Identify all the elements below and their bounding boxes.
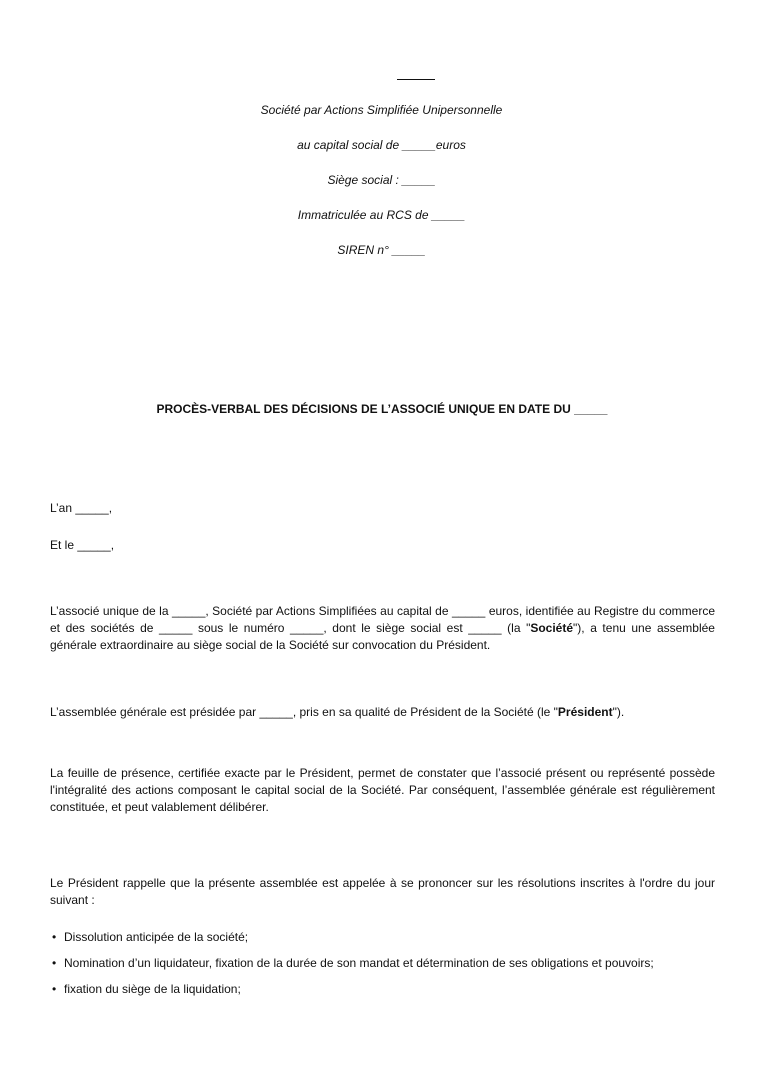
agenda-item: • Nomination d’un liquidateur, fixation de la durée de son mandat et détermination de ses obligations et pouvoirs; [50, 955, 715, 972]
share-capital-line: au capital social de _____euros [297, 138, 466, 152]
paragraph-agenda-intro: Le Président rappelle que la présente assemblée est appelée à se prononcer sur les résolutions inscrites à l'ordre du jour suivant : [50, 876, 715, 907]
paragraph-attendance: La feuille de présence, certifiée exacte par le Président, permet de constater que l’associé présent ou représenté possède l'intégralité des actions composant le capital social de la Société. Par conséquent, l’assemblée générale est régulièrement constituée, et peut valablement délibérer. [50, 766, 715, 814]
paragraph-text: "), a tenu une assemblée générale extraordinaire au siège social de la Société sur convocation du Président. [50, 621, 715, 652]
agenda-list [50, 929, 715, 1007]
company-form-line: Société par Actions Simplifiée Unipersonnelle [260, 103, 503, 117]
date-line: Et le _____, [50, 538, 115, 552]
paragraph-text: L’associé unique de la _____, Société par Actions Simplifiées au capital de _____ euros, identifiée au Registre du commerce et des sociétés de _____ sous le numéro _____, dont le siège social est _____ (la " [50, 604, 715, 635]
paragraph-text: L’assemblée générale est présidée par _____, pris en sa qualité de Président de la Société (le " [50, 705, 558, 719]
document-title: PROCÈS-VERBAL DES DÉCISIONS DE L’ASSOCIÉ UNIQUE EN DATE DU _____ [156, 402, 608, 416]
siren-line: SIREN n° _____ [337, 243, 426, 257]
year-line: L’an _____, [50, 501, 113, 515]
rcs-registration-line: Immatriculée au RCS de _____ [297, 208, 466, 222]
paragraph-chairman [50, 704, 715, 721]
paragraph-text: "). [612, 705, 625, 719]
paragraph-sole-partner [50, 603, 715, 654]
agenda-item: • fixation du siège de la liquidation; [50, 981, 715, 998]
defined-term-president: Président [557, 705, 613, 719]
registered-office-line: Siège social : _____ [327, 173, 436, 187]
company-name-blank [397, 79, 435, 80]
defined-term-societe: Société [530, 621, 574, 635]
agenda-item: • Dissolution anticipée de la société; [50, 929, 715, 946]
